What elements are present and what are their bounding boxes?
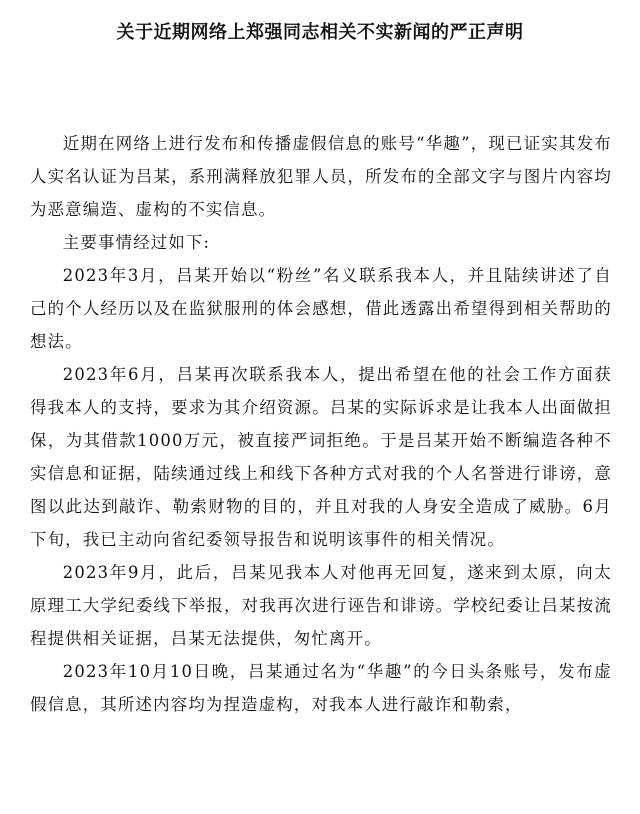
paragraph-october-2023: 2023年10月10日晚，吕某通过名为“华趣”的今日头条账号，发布虚假信息，其所述内容均为捏造虚构，对我本人进行敲诈和勒索， <box>30 662 612 714</box>
document-title: 关于近期网络上郑强同志相关不实新闻的严正声明 <box>116 22 524 43</box>
paragraph-june-2023: 2023年6月，吕某再次联系我本人，提出希望在他的社会工作方面获得我本人的支持，要求为其介绍资源。吕某的实际诉求是让我本人出面做担保，为其借款1000万元，被直接严词拒绝。于是吕某开始不断编造各种不实信息和证据，陆续通过线上和线下各种方式对我的个人名誉进行诽谤，意图以此达到敲诈、勒索财物的目的，并且对我的人身安全造成了威胁。6月下旬，我已主动向省纪委领导报告和说明该事件的相关情况。 <box>30 365 612 549</box>
paragraph-intro: 近期在网络上进行发布和传播虚假信息的账号“华趣”，现已证实其发布人实名认证为吕某，系刑满释放犯罪人员，所发布的全部文字与图片内容均为恶意编造、虚构的不实信息。 <box>30 134 612 219</box>
paragraph-september-2023: 2023年9月，此后，吕某见我本人对他再无回复，遂来到太原，向太原理工大学纪委线下举报，对我再次进行诬告和诽谤。学校纪委让吕某按流程提供相关证据，吕某无法提供，匆忙离开。 <box>30 563 612 648</box>
document-body <box>30 127 612 721</box>
paragraph-summary-heading: 主要事情经过如下: <box>62 233 211 252</box>
paragraph-march-2023: 2023年3月，吕某开始以“粉丝”名义联系我本人，并且陆续讲述了自己的个人经历以及在监狱服刑的体会感想，借此透露出希望得到相关帮助的想法。 <box>30 266 612 351</box>
